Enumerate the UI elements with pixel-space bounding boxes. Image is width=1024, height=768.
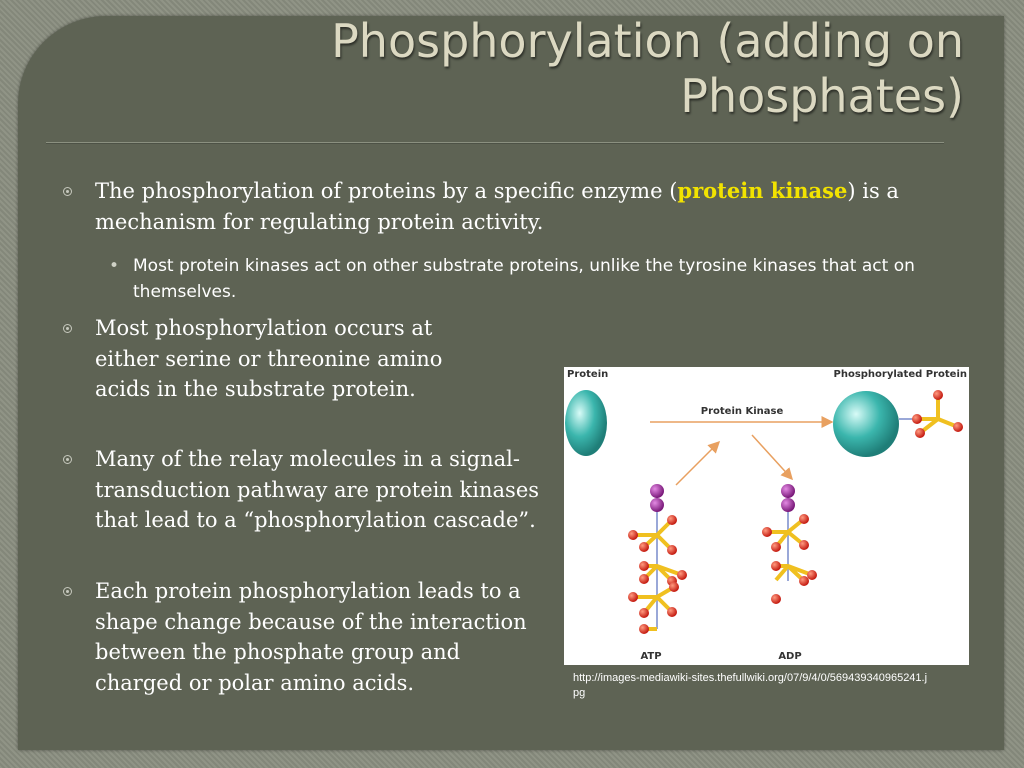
- bullet-ring-icon: [63, 587, 72, 596]
- title-divider: [46, 142, 944, 144]
- image-source-caption: http://images-mediawiki-sites.thefullwiki.org/07/9/4/0/569439340965241.jpg: [573, 672, 928, 699]
- bullet-serine-threonine: [95, 313, 490, 405]
- attached-phosphate-icon: [899, 390, 963, 438]
- label-protein: Protein: [567, 369, 609, 380]
- sub-bullet-tyrosine-kinases: [109, 253, 943, 305]
- adp-output-arrow: [752, 435, 792, 479]
- bullet-ring-icon: [63, 187, 72, 196]
- bullet-ring-icon: [63, 455, 72, 464]
- sub-bullet-text: Most protein kinases act on other substrate proteins, unlike the tyrosine kinases that act on themselves.: [133, 256, 915, 302]
- protein-kinase-diagram: [564, 367, 969, 665]
- bullet-text: Most phosphorylation occurs at either serine or threonine amino acids in the substrate protein.: [95, 316, 443, 401]
- bullet-ring-icon: [63, 324, 72, 333]
- atp-input-arrow: [676, 442, 719, 485]
- label-phosphorylated-protein: Phosphorylated Protein: [833, 369, 967, 380]
- sub-bullet-dot-icon: •: [109, 256, 120, 276]
- unphosphorylated-protein-shape: [565, 390, 607, 456]
- title-line-1: Phosphorylation (adding on: [331, 14, 964, 68]
- bullet-phosphorylation-cascade: [95, 444, 540, 536]
- bullet-text: Each protein phosphorylation leads to a shape change because of the interaction between the phosphate group and charged or polar amino acids.: [95, 579, 527, 695]
- bullet-text-part: The phosphorylation of proteins by a specific enzyme (: [95, 179, 678, 203]
- atp-molecule-icon: [628, 484, 687, 634]
- label-adp: ADP: [778, 651, 802, 662]
- bullet-kinase-regulation: [95, 176, 945, 237]
- protein-kinase-highlight: protein kinase: [677, 178, 848, 203]
- slide-title: [144, 14, 964, 124]
- label-protein-kinase: Protein Kinase: [700, 406, 784, 417]
- label-atp: ATP: [640, 651, 662, 662]
- bullet-shape-change: [95, 576, 540, 698]
- phosphorylated-protein-shape: [833, 391, 899, 457]
- bullet-text: Many of the relay molecules in a signal-transduction pathway are protein kinases that lead to a “phosphorylation cascade”.: [95, 447, 540, 532]
- adp-molecule-icon: [762, 484, 817, 604]
- title-line-2: Phosphates): [680, 69, 964, 123]
- bullet-text-part: ) is a mechanism for regulating protein activity.: [95, 179, 899, 234]
